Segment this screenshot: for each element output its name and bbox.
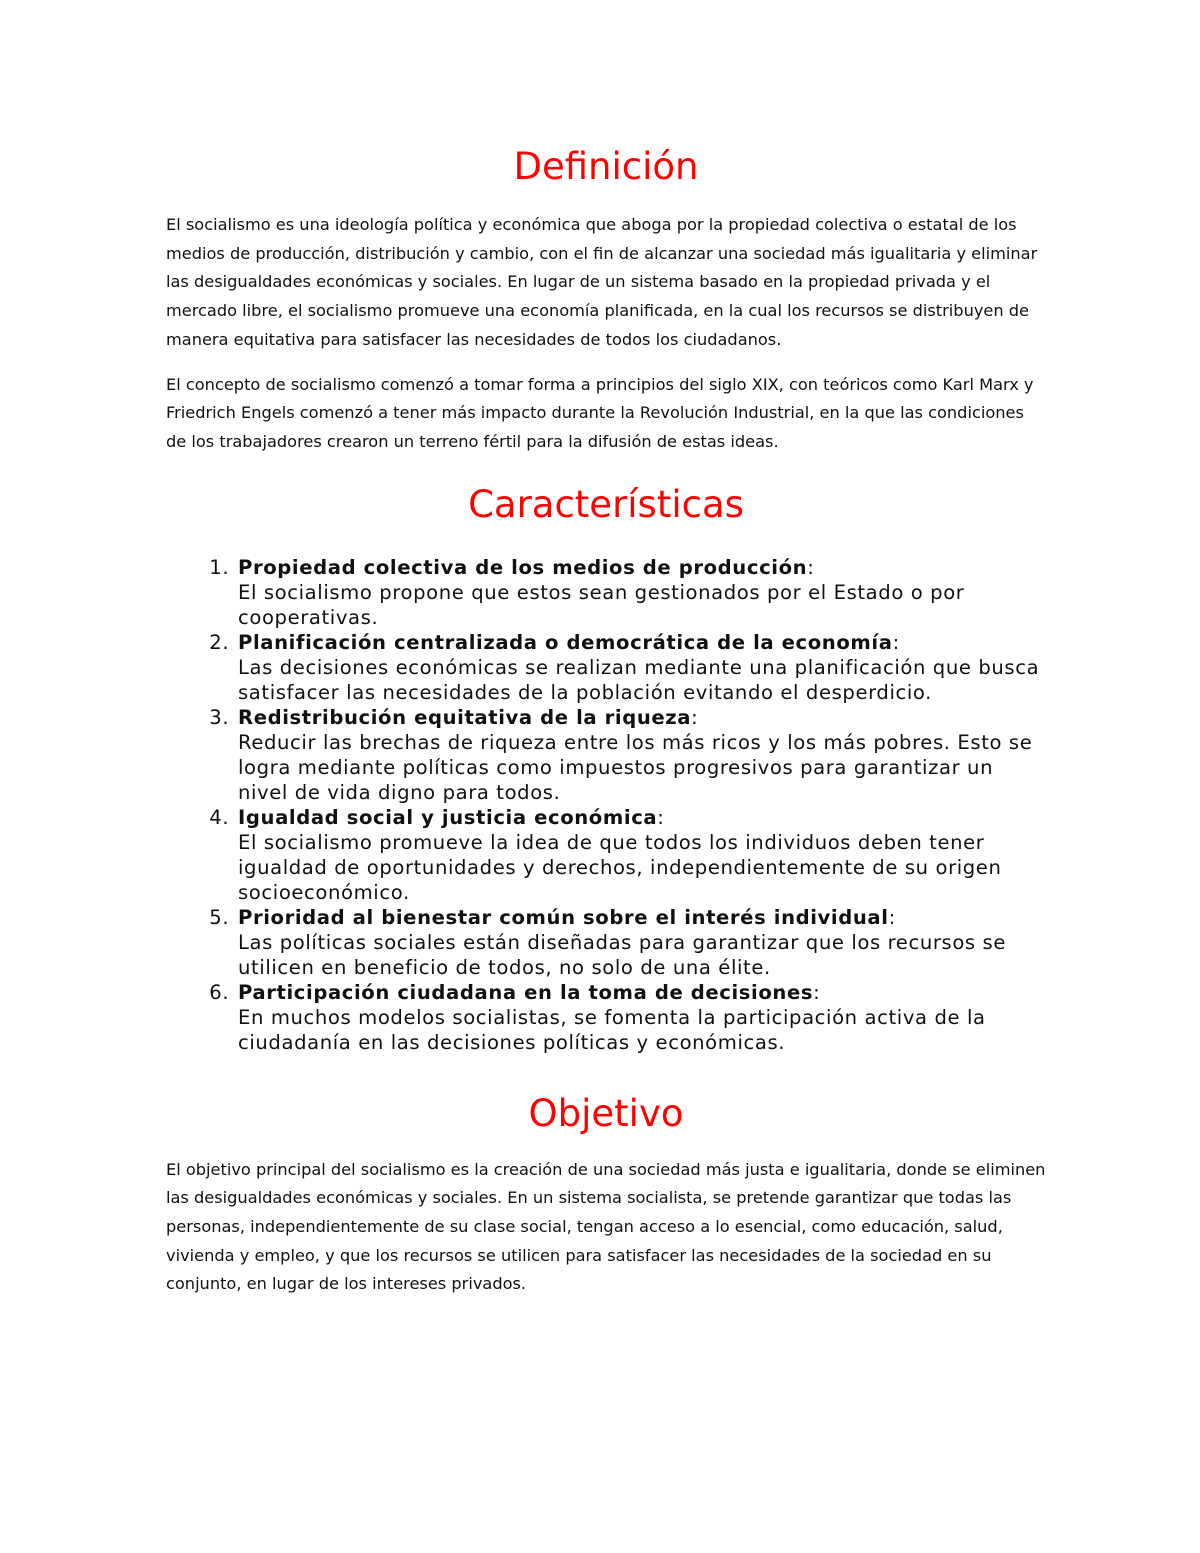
- list-item: 1. Propiedad colectiva de los medios de producción: El socialismo propone que estos sean gestionados por el Estado o por cooperativas.: [236, 555, 1046, 630]
- list-item: 2. Planificación centralizada o democrática de la economía: Las decisiones económicas se realizan mediante una planificación que busca satisfacer las necesidades de la población evitando el desperdicio.: [236, 630, 1046, 705]
- list-item-title: Propiedad colectiva de los medios de producción: [238, 555, 808, 579]
- heading-objetivo: Objetivo: [528, 1091, 684, 1135]
- list-item: 6. Participación ciudadana en la toma de decisiones: En muchos modelos socialistas, se fomenta la participación activa de la ciudadanía en las decisiones políticas y económicas.: [236, 980, 1046, 1055]
- list-item-text: El socialismo promueve la idea de que todos los individuos deben tener igualdad de oportunidades y derechos, independientemente de su origen socioeconómico.: [238, 830, 1002, 904]
- paragraph-definicion-1: El socialismo es una ideología política y económica que aboga por la propiedad colectiva o estatal de los medios de producción, distribución y cambio, con el fin de alcanzar una sociedad más igualitaria y eliminar las desigualdades económicas y sociales. En lugar de un sistema basado en la propiedad privada y el mercado libre, el socialismo promueve una economía planificada, en la cual los recursos se distribuyen de manera equitativa para satisfacer las necesidades de todos los ciudadanos.: [166, 215, 1038, 349]
- heading-caracteristicas: Características: [468, 482, 744, 526]
- paragraph-objetivo: El objetivo principal del socialismo es la creación de una sociedad más justa e igualitaria, donde se eliminen las desigualdades económicas y sociales. En un sistema socialista, se pretende garantizar que todas las personas, independientemente de su clase social, tengan acceso a lo esencial, como educación, salud, vivienda y empleo, y que los recursos se utilicen para satisfacer las necesidades de la sociedad en su conjunto, en lugar de los intereses privados.: [166, 1159, 1046, 1294]
- list-item-title: Igualdad social y justicia económica: [238, 805, 658, 829]
- list-item: 5. Prioridad al bienestar común sobre el interés individual: Las políticas sociales están diseñadas para garantizar que los recursos se utilicen en beneficio de todos, no solo de una élite.: [236, 905, 1046, 980]
- list-item: 3. Redistribución equitativa de la riqueza: Reducir las brechas de riqueza entre los más ricos y los más pobres. Esto se logra mediante políticas como impuestos progresivos para garantizar un nivel de vida digno para todos.: [236, 705, 1046, 805]
- list-item-title: Planificación centralizada o democrática de la economía: [238, 630, 893, 654]
- list-item-title: Participación ciudadana en la toma de decisiones: [238, 980, 814, 1004]
- list-item-text: Las políticas sociales están diseñadas para garantizar que los recursos se utilicen en beneficio de todos, no solo de una élite.: [238, 930, 1007, 979]
- list-item-text: El socialismo propone que estos sean gestionados por el Estado o por cooperativas.: [238, 580, 965, 629]
- list-item-title: Prioridad al bienestar común sobre el interés individual: [238, 905, 889, 929]
- heading-definicion: Definición: [513, 145, 699, 188]
- list-item: 4. Igualdad social y justicia económica: El socialismo promueve la idea de que todos los individuos deben tener igualdad de oportunidades y derechos, independientemente de su origen socioeconómico.: [236, 805, 1046, 905]
- list-item-text: Las decisiones económicas se realizan mediante una planificación que busca satisfacer las necesidades de la población evitando el desperdicio.: [238, 655, 1040, 704]
- document-content: [166, 140, 1046, 1299]
- paragraph-definicion-2: El concepto de socialismo comenzó a tomar forma a principios del siglo XIX, con teóricos como Karl Marx y Friedrich Engels comenzó a tener más impacto durante la Revolución Industrial, en la que las condiciones de los trabajadores crearon un terreno fértil para la difusión de estas ideas.: [166, 374, 1034, 451]
- caracteristicas-list: [166, 555, 1046, 1055]
- list-item-text: Reducir las brechas de riqueza entre los más ricos y los más pobres. Esto se logra mediante políticas como impuestos progresivos para garantizar un nivel de vida digno para todos.: [238, 730, 1033, 804]
- list-item-text: En muchos modelos socialistas, se fomenta la participación activa de la ciudadanía en las decisiones políticas y económicas.: [238, 1005, 986, 1054]
- list-item-title: Redistribución equitativa de la riqueza: [238, 705, 692, 729]
